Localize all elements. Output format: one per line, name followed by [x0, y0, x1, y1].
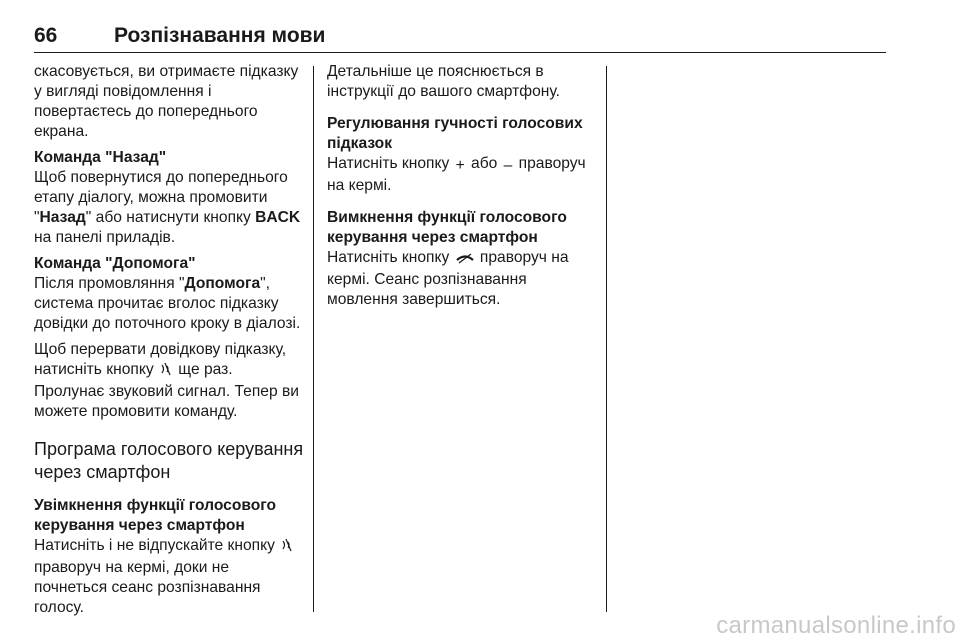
- minus-icon: –: [503, 157, 513, 174]
- volume-text-a: Натисніть кнопку: [327, 155, 454, 172]
- watermark: carmanualsonline.info: [716, 612, 956, 639]
- voice-button-icon: [160, 362, 172, 382]
- disable-text-b: праворуч на кермі. Сеанс розпізнавання мовлення завершиться.: [327, 249, 569, 308]
- details-paragraph: Детальніше це пояснюється в інструкції до вашого смартфону.: [327, 63, 560, 100]
- enable-text-a: Натисніть і не відпускайте кнопку: [34, 537, 280, 554]
- enable-text-b: праворуч на кермі, доки не почнеться сеанс розпізнавання голосу.: [34, 559, 261, 616]
- plus-icon: +: [455, 157, 465, 174]
- text-column-left: [34, 62, 306, 618]
- enable-heading: Увімкнення функції голосового керування через смартфон: [34, 497, 277, 534]
- page-number: 66: [34, 24, 58, 47]
- column-divider-1: [313, 66, 314, 612]
- disable-text-a: Натисніть кнопку: [327, 249, 454, 266]
- volume-text-b: або: [466, 155, 502, 172]
- back-text-b: " або натиснути кнопку: [85, 209, 256, 226]
- back-key-label: BACK: [255, 209, 301, 226]
- volume-text-c: праворуч на кермі.: [327, 155, 586, 194]
- text-column-middle: [327, 62, 599, 310]
- help-text-b: ", система прочитає вголос підказку довідки до поточного кроку в діалозі.: [34, 275, 301, 332]
- volume-text: [327, 154, 599, 196]
- back-keyword: Назад: [39, 209, 86, 226]
- disable-heading: Вимкнення функції голосового керування через смартфон: [327, 209, 567, 246]
- interrupt-text-b: ще раз. Пролунає звуковий сигнал. Тепер ви можете промовити команду.: [34, 361, 299, 420]
- disable-text: [327, 248, 599, 310]
- help-keyword: Допомога: [184, 275, 261, 292]
- page-header: [34, 18, 886, 53]
- back-text-c: на панелі приладів.: [34, 229, 176, 246]
- back-command-heading: Команда "Назад": [34, 149, 167, 166]
- help-command-text: [34, 274, 306, 334]
- voice-button-icon: [281, 538, 293, 558]
- hang-up-icon: [456, 250, 474, 270]
- interrupt-text-a: Щоб перервати довідкову підказку, натисніть кнопку: [34, 341, 287, 378]
- volume-heading: Регулювання гучності голосових підказок: [327, 115, 583, 152]
- back-command-text: [34, 168, 306, 248]
- back-text-a: Щоб повернутися до попереднього етапу діалогу, можна промовити ": [34, 169, 288, 226]
- page-title: Розпізнавання мови: [114, 24, 326, 47]
- intro-paragraph: скасовується, ви отримаєте підказку у вигляді повідомлення і повертаєтесь до попереднього екрана.: [34, 63, 299, 140]
- column-divider-2: [606, 66, 607, 612]
- help-text-a: Після промовляння ": [34, 275, 185, 292]
- enable-text: [34, 536, 306, 618]
- help-command-heading: Команда "Допомога": [34, 255, 196, 272]
- help-interrupt-text: [34, 340, 306, 422]
- section-heading-smartphone: Програма голосового керування через смартфон: [34, 439, 304, 482]
